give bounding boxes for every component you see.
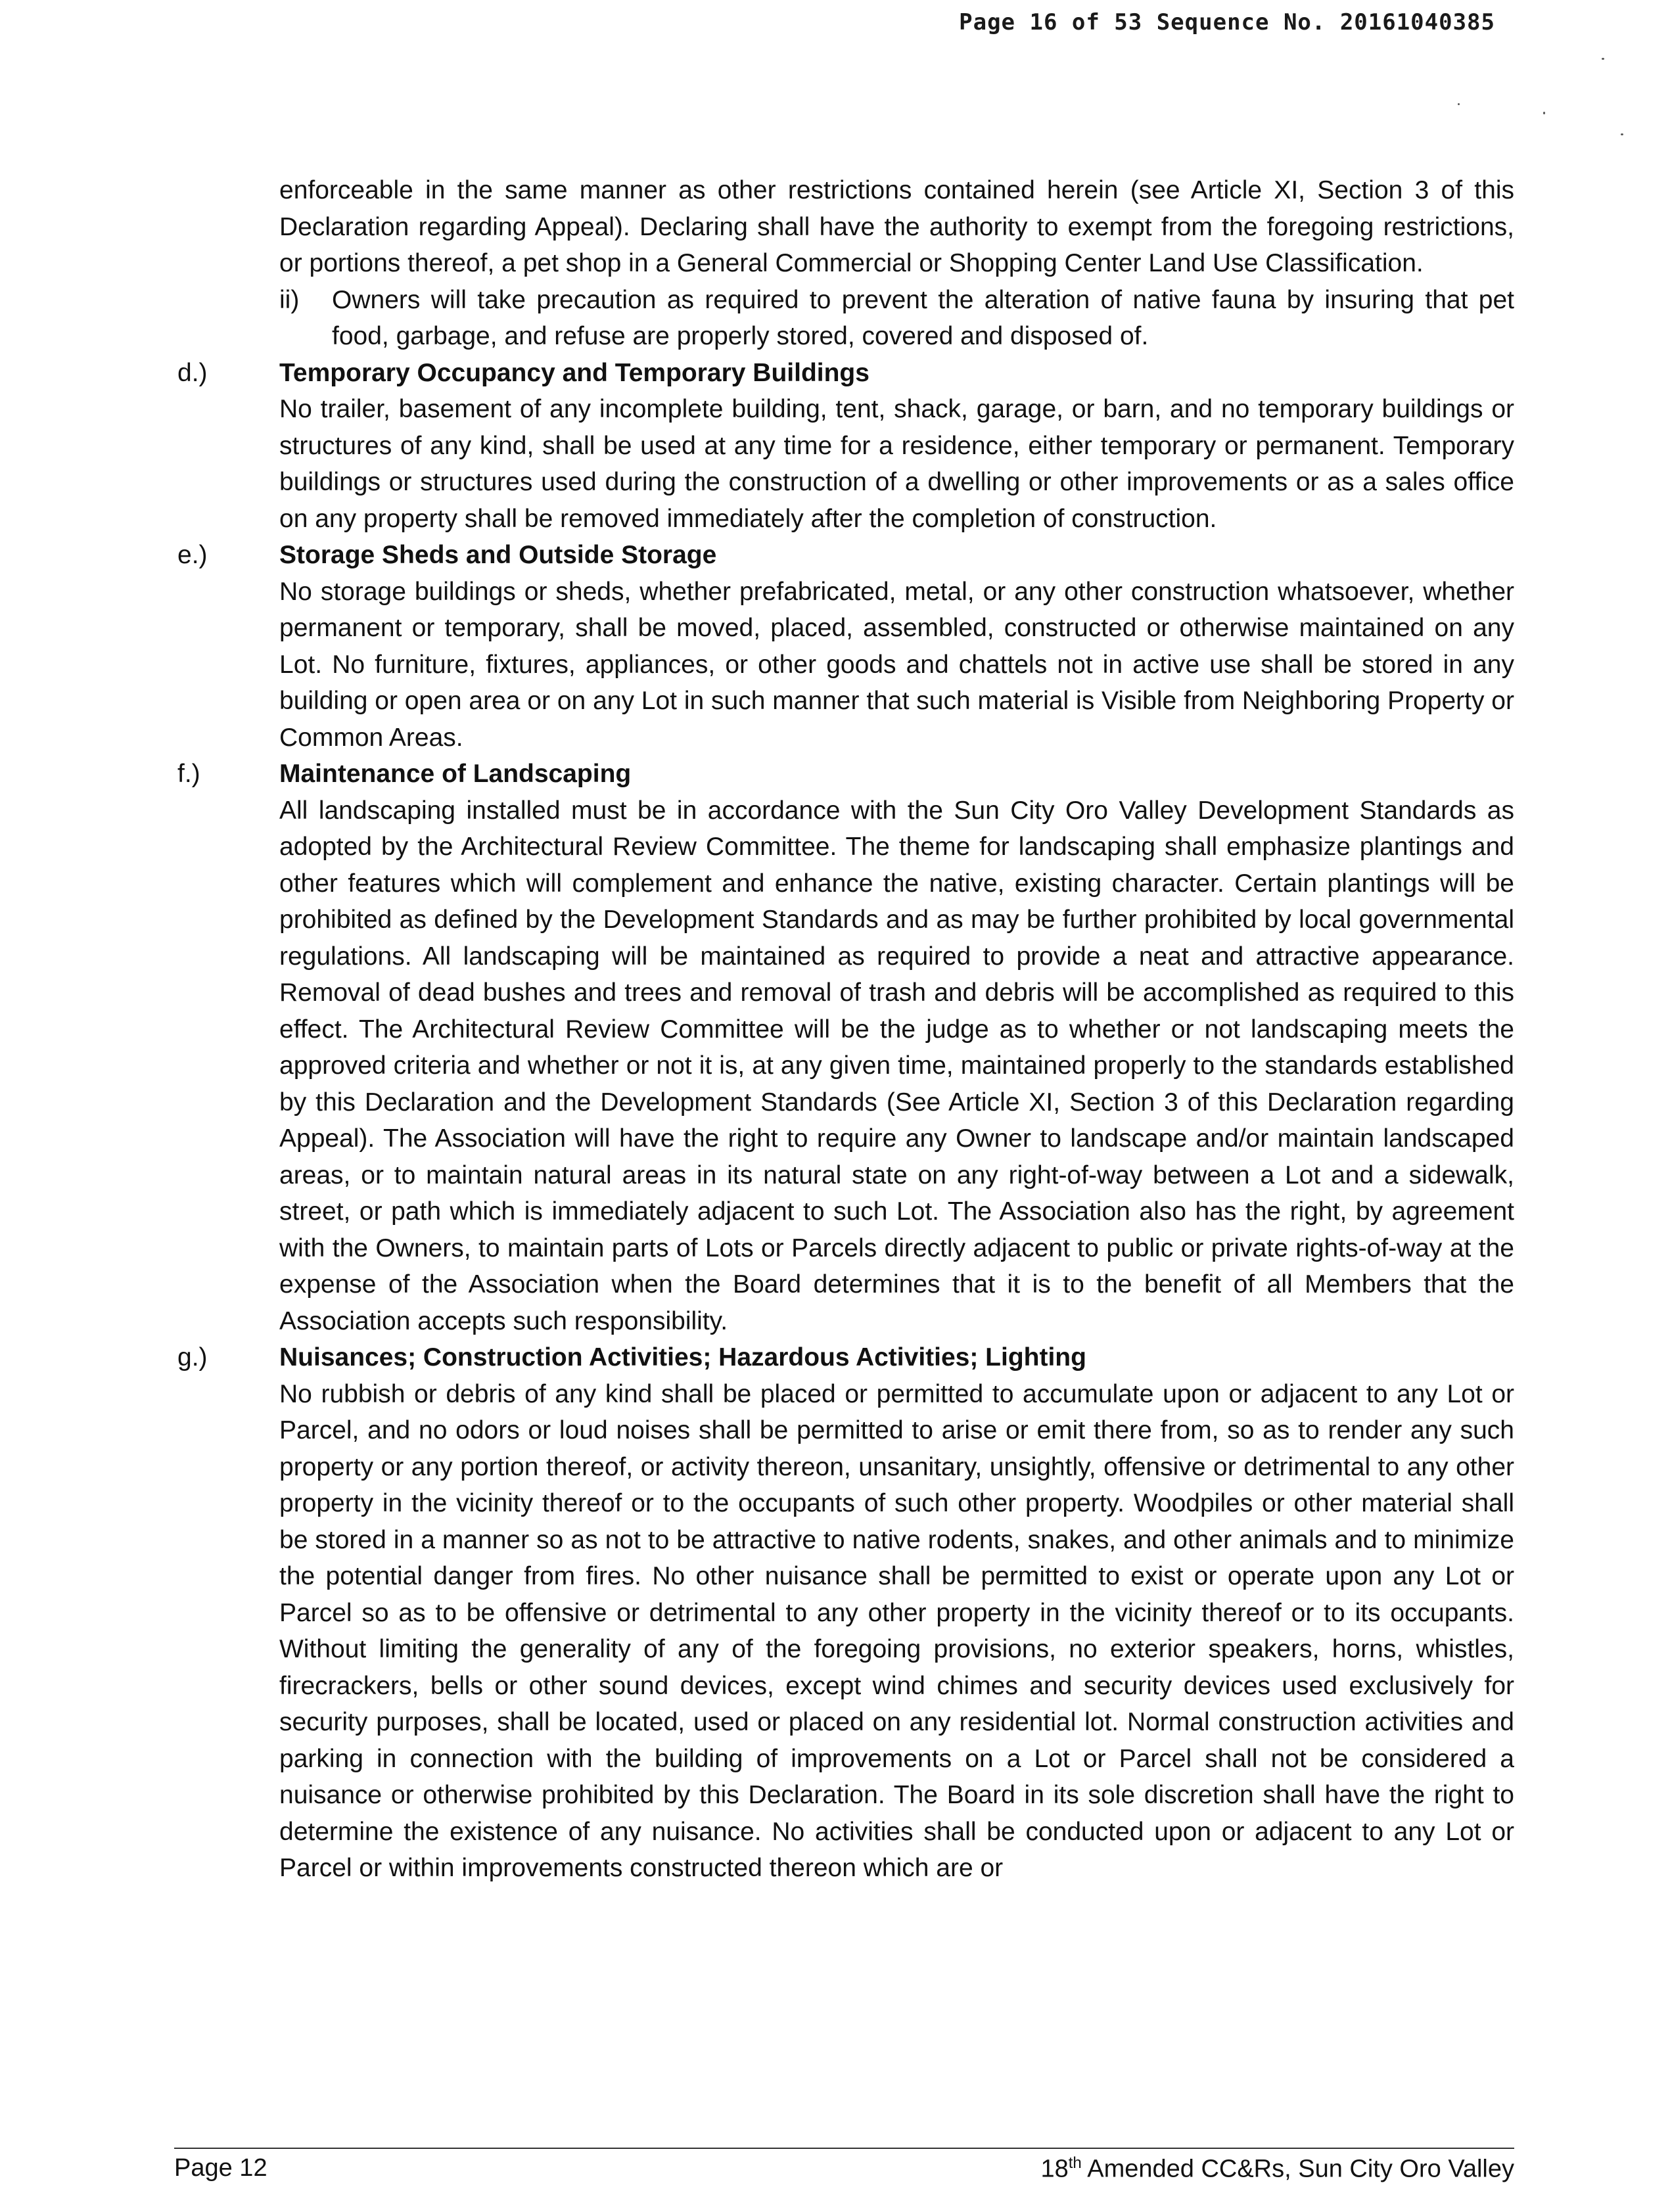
section-g <box>177 1339 1514 1887</box>
section-f <box>177 756 1514 1339</box>
section-letter: d.) <box>177 358 208 387</box>
subitem-ii <box>279 282 1514 355</box>
section-paragraph: No trailer, basement of any incomplete building, tent, shack, garage, or barn, and no temporary buildings or structures of any kind, shall be used at any time for a residence, either temporary or permanent. Temporary buildings or structures used during the construction of a dwelling or other improvements or as a sales office on any property shall be removed immediately after the completion of construction. <box>279 395 1514 533</box>
section-heading: Maintenance of Landscaping <box>279 760 632 788</box>
section-paragraph: No rubbish or debris of any kind shall be placed or permitted to accumulate upon or adjacent to any Lot or Parcel, and no odors or loud noises shall be permitted to arise or emit there from, so as to render any such property or any portion thereof, or activity thereon, unsanitary, unsightly, offensive or detrimental to any other property in the vicinity thereof or to the occupants of such other property. Woodpiles or other material shall be stored in a manner so as not to be attractive to native rodents, snakes, and other animals and to minimize the potential danger from fires. No other nuisance shall be permitted to exist or operate upon any Lot or Parcel so as to be offensive or detrimental to any other property in the vicinity thereof or to its occupants. Without limiting the generality of any of the foregoing provisions, no exterior speakers, horns, whistles, firecrackers, bells or other sound devices, except wind chimes and security devices used exclusively for security purposes, shall be located, used or placed on any residential lot. Normal construction activities and parking in connection with the building of improvements on a Lot or Parcel shall not be considered a nuisance or otherwise prohibited by this Declaration. The Board in its sole discretion shall have the right to determine the existence of any nuisance. No activities shall be conducted upon or adjacent to any Lot or Parcel or within improvements constructed thereon which are or <box>279 1379 1514 1882</box>
subitem-text: Owners will take precaution as required to prevent the alteration of native fauna by insuring that pet food, garbage, and refuse are properly stored, covered and disposed of. <box>332 285 1514 350</box>
section-d <box>177 355 1514 538</box>
continuation-paragraph: enforceable in the same manner as other restrictions contained herein (see Article XI, Section 3 of this Declaration regarding Appeal). Declaring shall have the authority to exempt from the foregoing restrictions, or portions thereof, a pet shop in a General Commercial or Shopping Center Land Use Classification. <box>279 176 1514 277</box>
section-paragraph: All landscaping installed must be in accordance with the Sun City Oro Valley Development Standards as adopted by the Architectural Review Committee. The theme for landscaping shall emphasize plantings and other features which will complement and enhance the native, existing character. Certain plantings will be prohibited as defined by the Development Standards and as may be further prohibited by local governmental regulations. All landscaping will be maintained as required to provide a neat and attractive appearance. Removal of dead bushes and trees and removal of trash and debris will be accomplished as required to this effect. The Architectural Review Committee will be the judge as to whether or not landscaping meets the approved criteria and whether or not it is, at any given time, maintained properly to the standards established by this Declaration and the Development Standards (See Article XI, Section 3 of this Declaration regarding Appeal). The Association will have the right to require any Owner to landscape and/or maintain landscaped areas, or to maintain natural areas in its natural state on any right-of-way between a Lot and a sidewalk, street, or path which is immediately adjacent to such Lot. The Association also has the right, by agreement with the Owners, to maintain parts of Lots or Parcels directly adjacent to public or private rights-of-way at the expense of the Association when the Board determines that it is to the benefit of all Members that the Association accepts such responsibility. <box>279 796 1514 1335</box>
section-paragraph: No storage buildings or sheds, whether prefabricated, metal, or any other construction whatsoever, whether permanent or temporary, shall be moved, placed, assembled, constructed or otherwise maintained on any Lot. No furniture, fixtures, appliances, or other goods and chattels not in active use shall be stored in any building or open area or on any Lot in such manner that such material is Visible from Neighboring Property or Common Areas. <box>279 577 1514 752</box>
document-body <box>177 172 1514 1887</box>
subitem-number: ii) <box>279 285 300 314</box>
scan-speck <box>1621 133 1623 135</box>
page-footer <box>174 2148 1514 2184</box>
section-letter: g.) <box>177 1343 208 1371</box>
footer-document-title: 18th Amended CC&Rs, Sun City Oro Valley <box>1040 2154 1514 2183</box>
recording-stamp: Page 16 of 53 Sequence No. 20161040385 <box>959 9 1495 35</box>
section-letter: e.) <box>177 541 208 569</box>
section-heading: Nuisances; Construction Activities; Hazardous Activities; Lighting <box>279 1343 1086 1371</box>
section-e <box>177 537 1514 756</box>
scan-speck <box>1458 103 1460 105</box>
scan-speck <box>1602 58 1604 60</box>
section-letter: f.) <box>177 760 200 788</box>
scan-speck <box>1543 112 1545 114</box>
section-heading: Storage Sheds and Outside Storage <box>279 541 717 569</box>
footer-page-number: Page 12 <box>174 2154 267 2182</box>
section-heading: Temporary Occupancy and Temporary Buildings <box>279 358 870 387</box>
